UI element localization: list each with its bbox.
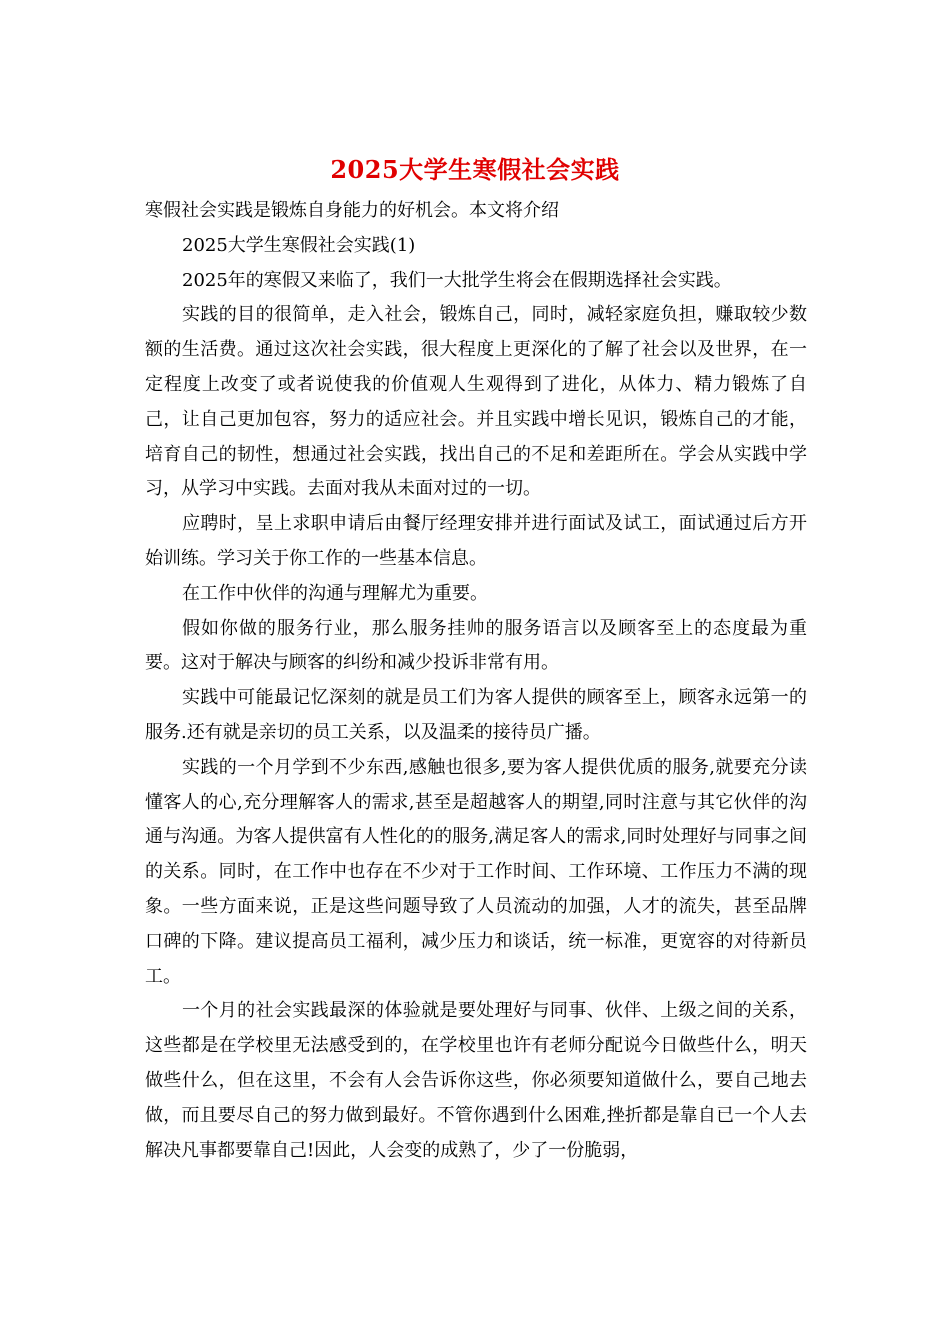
paragraph: 2025年的寒假又来临了，我们一大批学生将会在假期选择社会实践。 — [182, 269, 732, 291]
paragraph: 应聘时，呈上求职申请后由餐厅经理安排并进行面试及试工，面试通过后方开始训练。学习关于你工作的一些基本信息。 — [145, 513, 807, 569]
paragraph: 实践的一个月学到不少东西,感触也很多,要为客人提供优质的服务,就要充分读懂客人的心,充分理解客人的需求,甚至是超越客人的期望,同时注意与其它伙伴的沟通与沟通。为客人提供富有人性化的的服务,满足客人的需求,同时处理好与同事之间的关系。同时，在工作中也存在不少对于工作时间、工作环境、工作压力不满的现象。一些方面来说，正是这些问题导致了人员流动的加强，人才的流失，甚至品牌口碑的下降。建议提高员工福利，减少压力和谈话，统一标准，更宽容的对待新员工。 — [145, 756, 807, 987]
paragraph: 寒假社会实践是锻炼自身能力的好机会。本文将介绍 — [145, 200, 559, 221]
document-title: 2025大学生寒假社会实践 — [330, 155, 620, 184]
paragraph: 2025大学生寒假社会实践(1) — [182, 234, 416, 256]
paragraph: 实践的目的很简单，走入社会，锻炼自己，同时，减轻家庭负担，赚取较少数额的生活费。通过这次社会实践，很大程度上更深化的了解了社会以及世界，在一定程度上改变了或者说使我的价值观人生观得到了进化，从体力、精力锻炼了自己，让自己更加包容，努力的适应社会。并且实践中增长见识，锻炼自己的才能，培育自己的韧性，想通过社会实践，找出自己的不足和差距所在。学会从实践中学习，从学习中实践。去面对我从未面对过的一切。 — [145, 304, 807, 500]
paragraph: 实践中可能最记忆深刻的就是员工们为客人提供的顾客至上，顾客永远第一的服务.还有就是亲切的员工关系，以及温柔的接待员广播。 — [145, 687, 807, 743]
paragraph: 一个月的社会实践最深的体验就是要处理好与同事、伙伴、上级之间的关系，这些都是在学校里无法感受到的，在学校里也许有老师分配说今日做些什么，明天做些什么，但在这里，不会有人会告诉你这些，你必须要知道做什么，要自己地去做，而且要尽自己的努力做到最好。不管你遇到什么困难,挫折都是靠自已一个人去解决凡事都要靠自己!因此，人会变的成熟了，少了一份脆弱， — [145, 1000, 807, 1161]
paragraph: 在工作中伙伴的沟通与理解尤为重要。 — [182, 582, 488, 604]
document-body — [145, 194, 807, 1168]
paragraph: 假如你做的服务行业，那么服务挂帅的服务语言以及顾客至上的态度最为重要。这对于解决与顾客的纠纷和减少投诉非常有用。 — [145, 617, 807, 674]
